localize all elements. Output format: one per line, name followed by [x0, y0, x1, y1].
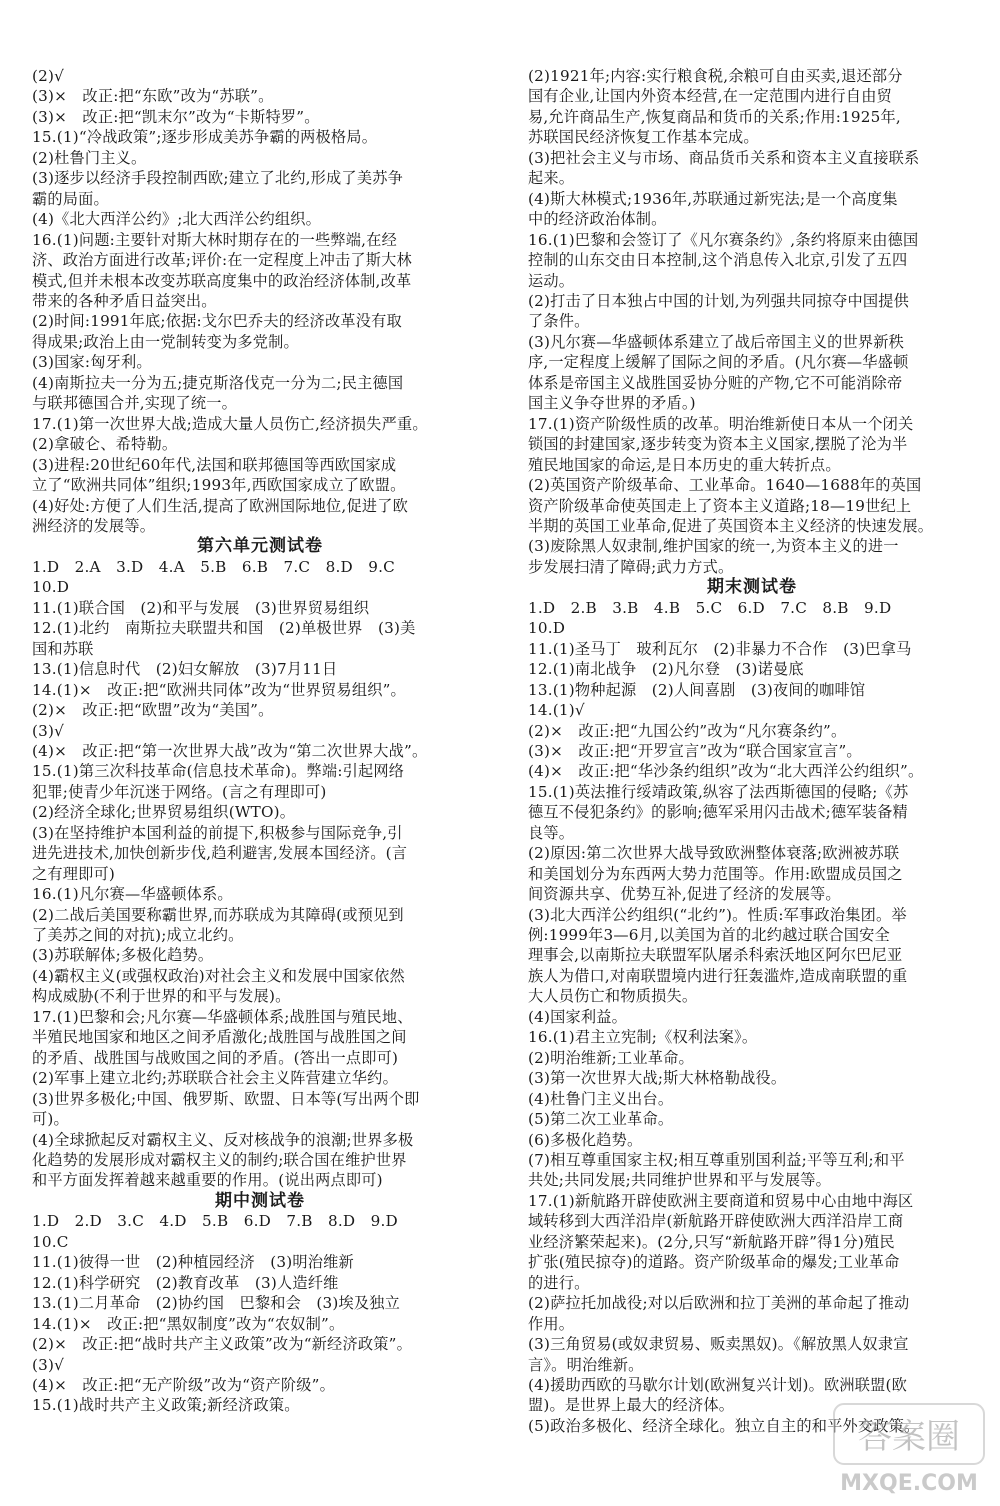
text-line: (2)英国资产阶级革命、工业革命。1640—1688年的英国: [528, 476, 922, 495]
text-line: 进先进技术,加快创新步伐,趋利避害,发展本国经济。(言: [32, 844, 408, 863]
text-line: 易,允许商品生产,恢复商品和货币的关系;作用:1925年,: [528, 107, 901, 126]
text-line: 殖民地国家的命运,是日本历史的重大转折点。: [528, 455, 841, 474]
text-line: 良等。: [528, 823, 575, 842]
text-line: (4)杜鲁门主义出台。: [528, 1089, 674, 1108]
text-line: 11.(1)联合国 (2)和平与发展 (3)世界贸易组织: [32, 598, 370, 617]
watermark-logo: [828, 1398, 988, 1498]
text-line: (2)萨拉托加战役;对以后欧洲和拉丁美洲的革命起了推动: [528, 1294, 910, 1313]
text-line: 扩张(殖民掠夺)的道路。资产阶级革命的爆发;工业革命: [528, 1253, 900, 1272]
text-line: 了条件。: [528, 312, 590, 331]
text-line: 10.C: [32, 1232, 69, 1251]
text-line: 族人为借口,对南联盟境内进行狂轰滥炸,造成南联盟的重: [528, 966, 908, 985]
text-line: 运动。: [528, 271, 575, 290]
text-line: 12.(1)科学研究 (2)教育改革 (3)人造纤维: [32, 1273, 339, 1292]
text-line: 得成果;政治上由一党制转变为多党制。: [32, 332, 299, 351]
text-line: (3)国家:匈牙利。: [32, 353, 152, 372]
text-line: 德互不侵犯条约》的影响;德军采用闪击战术;德军装备精: [528, 803, 908, 822]
text-line: 13.(1)物种起源 (2)人间喜剧 (3)夜间的咖啡馆: [528, 680, 866, 699]
text-line: 起来。: [528, 169, 575, 188]
text-line: 16.(1)问题:主要针对斯大林时期存在的一些弊端,在经: [32, 230, 397, 249]
text-line: 锁国的封建国家,逐步转变为资本主义国家,摆脱了沦为半: [528, 435, 908, 454]
text-line: 济、政治方面进行改革;评价:在一定程度上冲击了斯大林: [32, 251, 412, 270]
text-line: 序,一定程度上缓解了国际之间的矛盾。(凡尔赛—华盛顿: [528, 353, 909, 372]
text-line: (2)明治维新;工业革命。: [528, 1048, 694, 1067]
text-line: 中的经济政治体制。: [528, 210, 667, 229]
text-line: (3)凡尔赛—华盛顿体系建立了战后帝国主义的世界新秩: [528, 332, 905, 351]
text-line: 12.(1)北约 南斯拉夫联盟共和国 (2)单极世界 (3)美: [32, 619, 416, 638]
text-line: 大人员伤亡和物质损失。: [528, 987, 698, 1006]
text-line: 国主义争夺世界的矛盾。): [528, 394, 696, 413]
text-line: (2)× 改正:把“九国公约”改为“凡尔赛条约”。: [528, 721, 847, 740]
text-line: 模式,但并未根本改变苏联高度集中的政治经济体制,改革: [32, 271, 412, 290]
text-line: (4)斯大林模式;1936年,苏联通过新宪法;是一个高度集: [528, 189, 898, 208]
text-line: (3)逐步以经济手段控制西欧;建立了北约,形成了美苏争: [32, 169, 403, 188]
text-line: (4)《北大西洋公约》;北大西洋公约组织。: [32, 210, 322, 229]
section-heading: 期末测试卷: [707, 577, 797, 598]
text-line: (4)× 改正:把“无产阶级”改为“资产阶级”。: [32, 1376, 336, 1394]
text-line: (3)进程:20世纪60年代,法国和联邦德国等西欧国家成: [32, 455, 397, 474]
text-line: 霸的局面。: [32, 189, 109, 208]
text-line: 可)。: [32, 1110, 69, 1129]
text-line: (2)打击了日本独占中国的计划,为列强共同掠夺中国提供: [528, 291, 910, 310]
text-line: (4)× 改正:把“华沙条约组织”改为“北大西洋公约组织”。: [528, 762, 924, 781]
text-line: 苏联国民经济恢复工作基本完成。: [528, 128, 759, 147]
text-line: 11.(1)圣马丁 玻利瓦尔 (2)非暴力不合作 (3)巴拿马: [528, 639, 912, 658]
text-line: 立了“欧洲共同体”组织;1993年,西欧国家成立了欧盟。: [32, 476, 406, 495]
text-line: 国和苏联: [32, 639, 94, 658]
text-line: 作用。: [528, 1314, 575, 1333]
text-line: (2)经济全球化;世界贸易组织(WTO)。: [32, 803, 296, 822]
text-line: 的进行。: [528, 1273, 590, 1292]
text-line: 和平方面发挥着越来越重要的作用。(说出两点即可): [32, 1171, 383, 1190]
text-line: 13.(1)二月革命 (2)协约国 巴黎和会 (3)埃及独立: [32, 1294, 401, 1313]
text-line: (3)苏联解体;多极化趋势。: [32, 946, 214, 965]
text-line: (3)× 改正:把“凯末尔”改为“卡斯特罗”。: [32, 107, 320, 126]
text-line: (2)1921年;内容:实行粮食税,余粮可自由买卖,退还部分: [528, 67, 903, 85]
text-line: (3)× 改正:把“东欧”改为“苏联”。: [32, 87, 274, 106]
text-line: 资产阶级革命使英国走上了资本主义道路;18—19世纪上: [528, 496, 912, 515]
text-line: 10.D: [32, 578, 70, 597]
text-line: (3)第一次世界大战;斯大林格勒战役。: [528, 1069, 787, 1088]
text-line: 1.D 2.D 3.C 4.D 5.B 6.D 7.B 8.D 9.D: [32, 1212, 398, 1231]
text-line: 共处;共同发展;共同维护世界和平与发展等。: [528, 1171, 831, 1190]
text-line: (2)× 改正:把“欧盟”改为“美国”。: [32, 701, 274, 720]
text-line: 化趋势的发展形成对霸权主义的制约;联合国在维护世界: [32, 1151, 407, 1170]
text-line: (4)南斯拉夫一分为五;捷克斯洛伐克一分为二;民主德国: [32, 373, 404, 392]
text-line: 16.(1)凡尔赛—华盛顿体系。: [32, 885, 233, 904]
watermark-text: 答案圈: [858, 1417, 960, 1457]
text-line: 控制的山东交由日本控制,这个消息传入北京,引发了五四: [528, 251, 908, 270]
text-line: 10.D: [528, 619, 566, 638]
text-line: 半期的英国工业革命,促进了英国资本主义经济的快速发展。: [528, 516, 934, 535]
text-line: (5)第二次工业革命。: [528, 1110, 674, 1129]
text-line: 14.(1)√: [528, 701, 585, 720]
left-column: [32, 66, 488, 1416]
text-line: (4)霸权主义(或强权政治)对社会主义和发展中国家依然: [32, 966, 405, 985]
right-column: [528, 66, 976, 1436]
text-line: (3)三角贸易(或奴隶贸易、贩卖黑奴)。《解放黑人奴隶宣: [528, 1335, 909, 1354]
text-line: 15.(1)第三次科技革命(信息技术革命)。弊端:引起网络: [32, 762, 405, 781]
text-line: (4)国家利益。: [528, 1007, 628, 1026]
text-line: (3)√: [32, 721, 64, 740]
text-line: 步发展扫清了障碍;武力方式。: [528, 557, 734, 576]
text-line: 11.(1)彼得一世 (2)种植园经济 (3)明治维新: [32, 1253, 354, 1272]
text-line: (3)废除黑人奴隶制,维护国家的统一,为资本主义的进一: [528, 537, 899, 556]
text-line: 16.(1)君主立宪制;《权利法案》。: [528, 1028, 758, 1047]
text-line: (6)多极化趋势。: [528, 1130, 643, 1149]
text-line: 17.(1)第一次世界大战;造成大量人员伤亡,经济损失严重。: [32, 414, 428, 433]
text-line: 国有企业,让国内外资本经营,在一定范围内进行自由贸: [528, 87, 892, 106]
text-line: 理事会,以南斯拉夫联盟军队屠杀科索沃地区阿尔巴尼亚: [528, 946, 903, 965]
text-line: 业经济繁荣起来)。(2分,只写“新航路开辟”得1分)殖民: [528, 1232, 895, 1251]
text-line: (7)相互尊重国家主权;相互尊重别国利益;平等互利;和平: [528, 1151, 905, 1170]
text-line: (4)援助西欧的马歇尔计划(欧洲复兴计划)。欧洲联盟(欧: [528, 1376, 908, 1394]
text-line: 盟)。是世界上最大的经济体。: [528, 1396, 735, 1415]
text-line: 15.(1)战时共产主义政策;新经济政策。: [32, 1396, 300, 1415]
text-line: 犯罪;使青少年沉迷于网络。(言之有理即可): [32, 782, 327, 801]
text-line: 15.(1)英法推行绥靖政策,纵容了法西斯德国的侵略;《苏: [528, 782, 909, 801]
section-heading: 期中测试卷: [215, 1190, 305, 1211]
text-line: 与联邦德国合并,实现了统一。: [32, 394, 238, 413]
text-line: (2)拿破仑、希特勒。: [32, 435, 178, 454]
text-line: 间资源共享、优势互补,促进了经济的发展等。: [528, 885, 841, 904]
text-line: 17.(1)资产阶级性质的改革。明治维新使日本从一个闭关: [528, 414, 914, 433]
text-line: (2)二战后美国要称霸世界,而苏联成为其障碍(或预见到: [32, 905, 404, 924]
text-line: 13.(1)信息时代 (2)妇女解放 (3)7月11日: [32, 660, 338, 679]
text-line: (3)× 改正:把“开罗宣言”改为“联合国家宣言”。: [528, 741, 862, 760]
text-line: (3)把社会主义与市场、商品货币关系和资本主义直接联系: [528, 148, 920, 167]
text-line: 例:1999年3—6月,以美国为首的北约越过联合国安全: [528, 926, 890, 945]
text-line: (2)√: [32, 67, 64, 85]
text-line: (5)政治多极化、经济全球化。独立自主的和平外交政策。: [528, 1416, 920, 1435]
text-line: (4)全球掀起反对霸权主义、反对核战争的浪潮;世界多极: [32, 1130, 414, 1149]
text-line: (2)× 改正:把“战时共产主义政策”改为“新经济政策”。: [32, 1335, 412, 1354]
text-line: 16.(1)巴黎和会签订了《凡尔赛条约》,条约将原来由德国: [528, 230, 919, 249]
text-line: 的矛盾、战胜国与战败国之间的矛盾。(答出一点即可): [32, 1048, 399, 1067]
text-line: 15.(1)“冷战政策”;逐步形成美苏争霸的两极格局。: [32, 128, 378, 147]
text-line: 域转移到大西洋沿岸(新航路开辟使欧洲大西洋沿岸工商: [528, 1212, 904, 1231]
text-line: 带来的各种矛盾日益突出。: [32, 291, 217, 310]
text-line: 12.(1)南北战争 (2)凡尔登 (3)诺曼底: [528, 660, 804, 679]
text-line: 言》。明治维新。: [528, 1355, 644, 1374]
text-line: (2)原因:第二次世界大战导致欧洲整体衰落;欧洲被苏联: [528, 844, 900, 863]
text-line: 14.(1)× 改正:把“欧洲共同体”改为“世界贸易组织”。: [32, 680, 406, 699]
text-line: 洲经济的发展等。: [32, 516, 156, 535]
text-line: 之有理即可): [32, 864, 116, 883]
text-line: (4)× 改正:把“第一次世界大战”改为“第二次世界大战”。: [32, 741, 428, 760]
text-line: 17.(1)巴黎和会;凡尔赛—华盛顿体系;战胜国与殖民地、: [32, 1007, 413, 1026]
text-line: 了美苏之间的对抗);成立北约。: [32, 926, 244, 945]
watermark-url: MXQE.COM: [840, 1471, 978, 1496]
text-line: 17.(1)新航路开辟使欧洲主要商道和贸易中心由地中海区: [528, 1191, 914, 1210]
text-line: (2)杜鲁门主义。: [32, 148, 147, 167]
text-line: 和美国划分为东西两大势力范围等。作用:欧盟成员国之: [528, 864, 903, 883]
text-line: 14.(1)× 改正:把“黑奴制度”改为“农奴制”。: [32, 1314, 345, 1333]
text-line: (3)√: [32, 1355, 64, 1374]
text-line: (4)好处:方便了人们生活,提高了欧洲国际地位,促进了欧: [32, 496, 409, 515]
text-line: 体系是帝国主义战胜国妥协分赃的产物,它不可能消除帝: [528, 373, 903, 392]
text-line: (2)时间:1991年底;依据:戈尔巴乔夫的经济改革没有取: [32, 312, 402, 331]
text-line: (2)军事上建立北约;苏联联合社会主义阵营建立华约。: [32, 1069, 398, 1088]
text-line: (3)在坚持维护本国利益的前提下,积极参与国际竞争,引: [32, 823, 403, 842]
section-heading: 第六单元测试卷: [197, 536, 323, 557]
text-line: (3)北大西洋公约组织(“北约”)。性质:军事政治集团。举: [528, 905, 907, 924]
text-line: 1.D 2.B 3.B 4.B 5.C 6.D 7.C 8.B 9.D: [528, 598, 892, 617]
text-line: 构成威胁(不利于世界的和平与发展)。: [32, 987, 291, 1006]
text-line: (3)世界多极化;中国、俄罗斯、欧盟、日本等(写出两个即: [32, 1089, 420, 1108]
text-line: 1.D 2.A 3.D 4.A 5.B 6.B 7.C 8.D 9.C: [32, 557, 395, 576]
text-line: 半殖民地国家和地区之间矛盾激化;战胜国与战胜国之间: [32, 1028, 407, 1047]
